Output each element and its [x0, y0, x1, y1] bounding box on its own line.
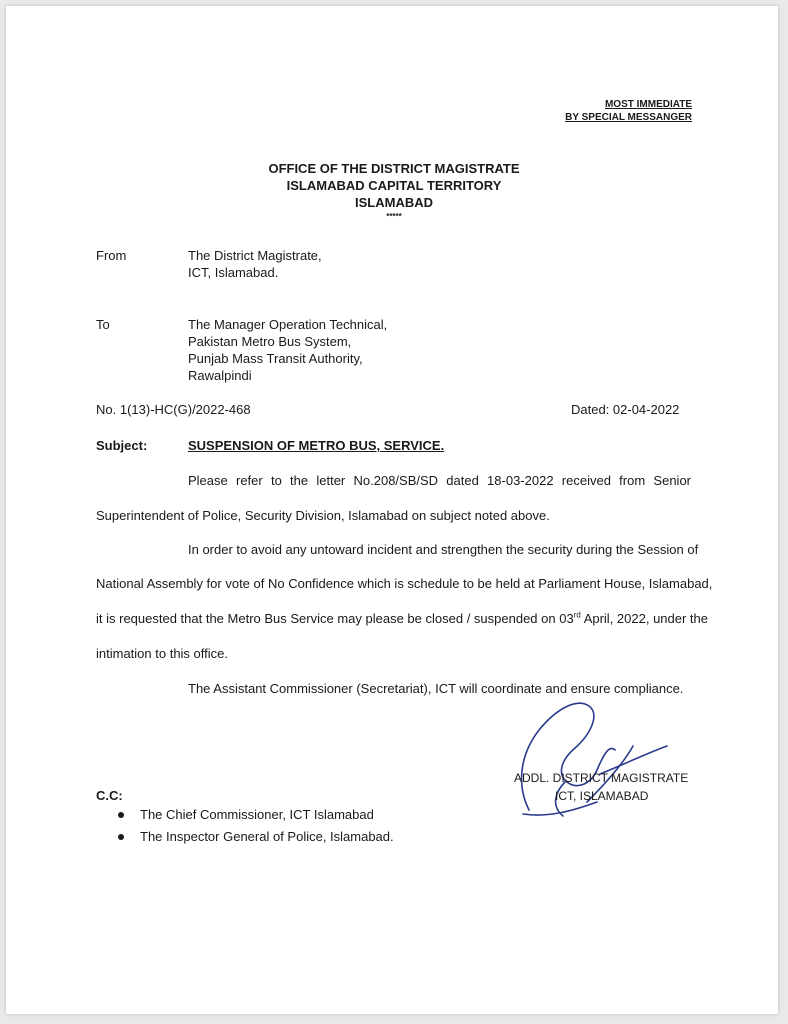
office-line-1: OFFICE OF THE DISTRICT MAGISTRATE — [268, 161, 520, 176]
priority-marks — [565, 98, 692, 124]
body-p2-line-2: National Assembly for vote of No Confidence which is schedule to be held at Parliament House, Islamabad, — [96, 576, 713, 591]
bullet-icon — [118, 834, 124, 840]
office-line-2: ISLAMABAD CAPITAL TERRITORY — [286, 178, 502, 193]
subject-text: SUSPENSION OF METRO BUS, SERVICE. — [188, 438, 445, 453]
subject-label: Subject: — [96, 438, 148, 453]
signature-scribble — [505, 690, 680, 825]
from-line-1: The District Magistrate, — [188, 248, 322, 263]
ordinal-suffix: rd — [573, 610, 581, 620]
body-p3: The Assistant Commissioner (Secretariat), ICT will coordinate and ensure compliance. — [188, 681, 684, 696]
body-p2-line-3-end: April, 2022, under the — [580, 611, 708, 626]
heading-stars: ***** — [386, 212, 402, 221]
office-line-3: ISLAMABAD — [355, 195, 433, 210]
body-p2-line-1: In order to avoid any untoward incident and strengthen the security during the Session of — [188, 542, 699, 557]
from-label: From — [96, 248, 127, 263]
bullet-icon — [118, 812, 124, 818]
body-p2-line-3 — [96, 610, 708, 628]
cc-label: C.C: — [96, 788, 123, 803]
cc-item-text: The Chief Commissioner, ICT Islamabad — [140, 807, 374, 822]
body-p1-line-1: Please refer to the letter No.208/SB/SD dated 18-03-2022 received from Senior — [188, 473, 691, 488]
to-line-1: The Manager Operation Technical, — [188, 317, 388, 332]
cc-item-text: The Inspector General of Police, Islamabad. — [140, 829, 394, 844]
reference-number: No. 1(13)-HC(G)/2022-468 — [96, 402, 251, 417]
priority-delivery: BY SPECIAL MESSANGER — [565, 112, 692, 123]
letter-date: Dated: 02-04-2022 — [571, 402, 680, 417]
to-line-2: Pakistan Metro Bus System, — [188, 334, 352, 349]
body-p2-line-3-start: it is requested that the Metro Bus Service may please be closed / suspended on 03 — [96, 611, 574, 626]
signatory-office: ICT, ISLAMABAD — [555, 789, 649, 803]
body-p2-line-4: intimation to this office. — [96, 646, 228, 661]
signatory-title: ADDL. DISTRICT MAGISTRATE — [514, 771, 689, 785]
from-line-2: ICT, Islamabad. — [188, 265, 279, 280]
cc-item — [118, 828, 394, 846]
cc-item — [118, 806, 374, 824]
to-line-3: Punjab Mass Transit Authority, — [188, 351, 363, 366]
body-p1-line-2: Superintendent of Police, Security Division, Islamabad on subject noted above. — [96, 508, 550, 523]
priority-most-immediate: MOST IMMEDIATE — [604, 99, 692, 110]
to-line-4: Rawalpindi — [188, 368, 252, 383]
to-label: To — [96, 317, 110, 332]
